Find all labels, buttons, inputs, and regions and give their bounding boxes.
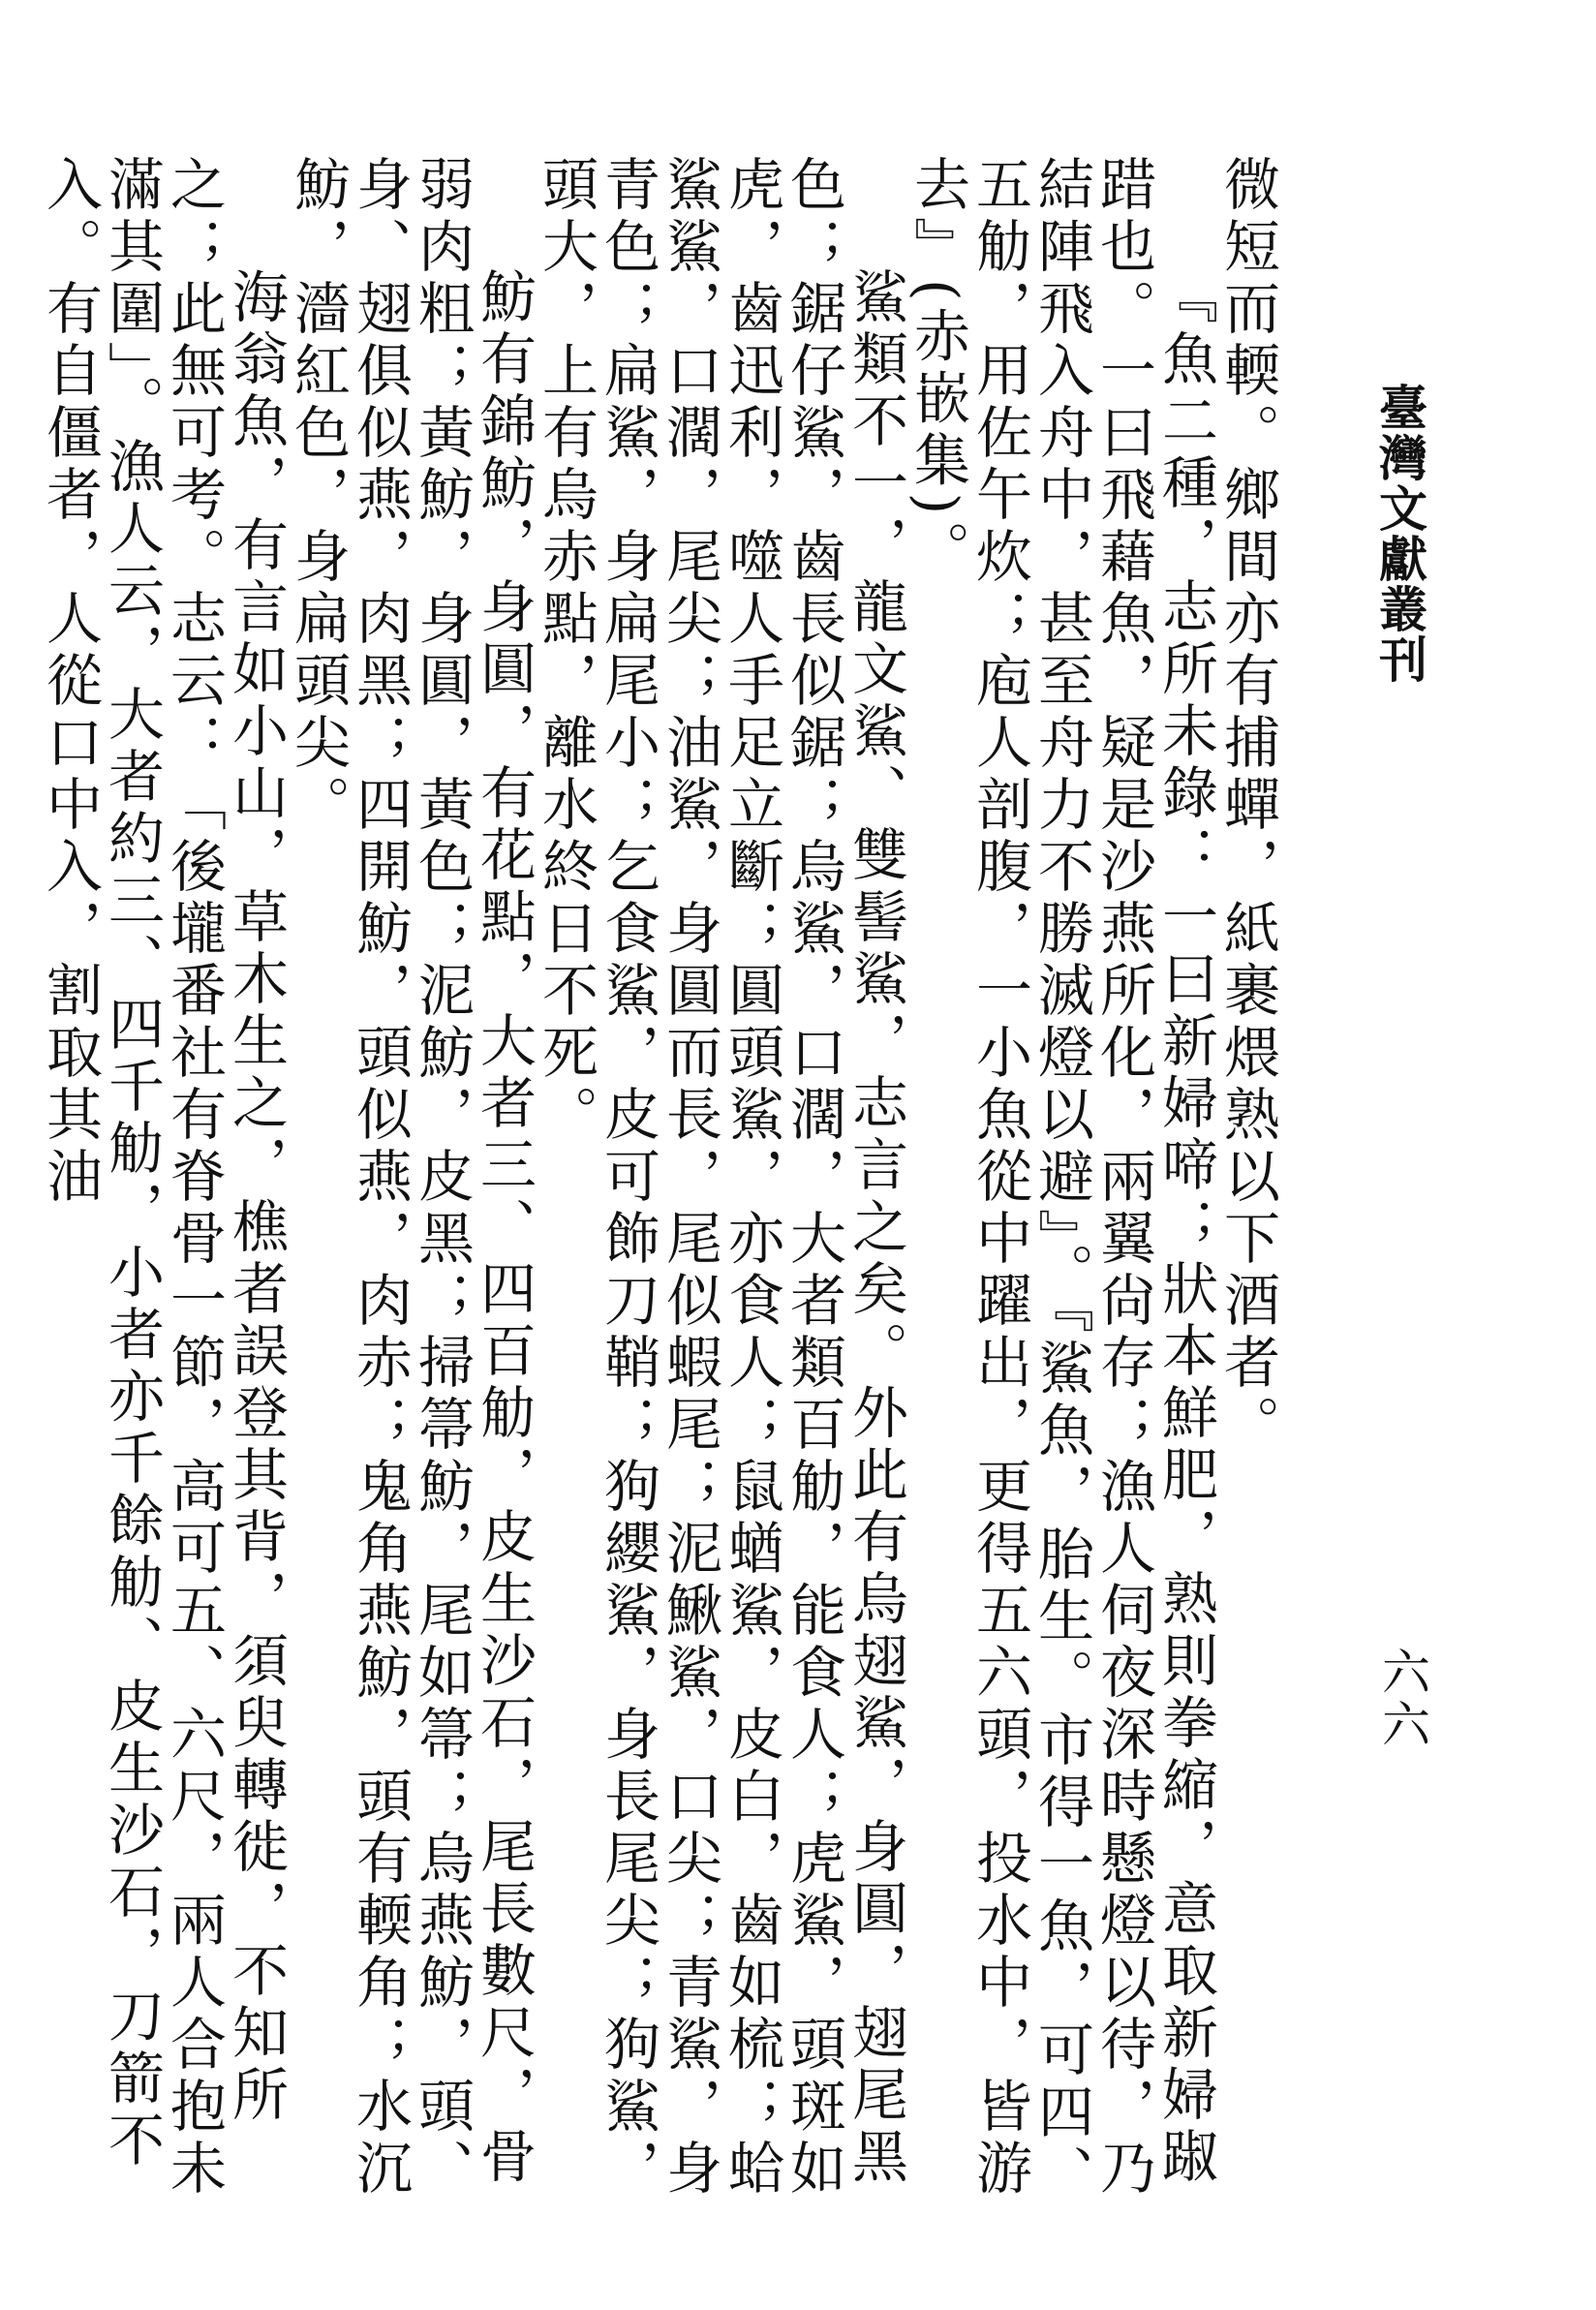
paragraph-rays: 魴有錦魴，身圓，有花點，大者三、四百觔，皮生沙石，尾長數尺，骨弱肉粗；黃魴，身圓，黃色；泥魴，皮黑；掃箒魴，尾如箒；烏燕魴，頭、身、翅俱似燕，肉黑；四開魴，頭似燕，肉赤；鬼角燕魴，頭有輭角；水沉魴，濇紅色，身扁頭尖。 bbox=[285, 155, 537, 2201]
paragraph-sharks: 鯊類不一，龍文鯊、雙髻鯊，志言之矣。外此有烏翅鯊，身圓，翅尾黑色；鋸仔鯊，齒長似鋸；烏鯊，口濶，大者類百觔，能食人；虎鯊，頭斑如虎，齒迅利，噬人手足立斷；圓頭鯊，亦食人；鼠蝤鯊，皮白，齒如梳；蛤鯊鯊，口濶，尾尖；油鯊，身圓而長，尾似蝦尾；泥鰍鯊，口尖；青鯊，身青色；扁鯊，身扁尾小；乞食鯊，皮可飾刀鞘；狗纓鯊，身長尾尖；狗鯊，頭大，上有烏赤點，離水終日不死。 bbox=[533, 155, 908, 2201]
paragraph-two-fish: 『魚二種，志所未錄：一曰新婦啼；狀本鮮肥，熟則拳縮，意取新婦踧踖也。一曰飛藉魚，疑是沙燕所化，兩翼尙存；漁人伺夜深時懸燈以待，乃結陣飛入舟中，甚至舟力不勝滅燈以避』。『鯊魚，胎生。市得一魚，可四、五觔，用佐午炊；庖人剖腹，一小魚從中躍出，更得五六頭，投水中，皆游去』(赤嵌集)。 bbox=[905, 155, 1218, 2206]
body-text bbox=[37, 155, 1280, 2237]
page-number: 六六 bbox=[1374, 1647, 1430, 1751]
paragraph-cicada: 微短而輭。鄉間亦有捕蟬，紙裹煨熟以下酒者。 bbox=[1214, 155, 1280, 1457]
paragraph-whale: 海翁魚，有言如小山，草木生之，樵者誤登其背，須臾轉徙，不知所之；此無可考。志云：「後壠番社有脊骨一節，高可五、六尺，兩人合抱未滿其圍」。漁人云，大者約三、四千觔，小者亦千餘觔、皮生沙石，刀箭不入。有自僵者，人從口中入，割取其油 bbox=[37, 155, 289, 2201]
running-head-title: 臺灣文獻叢刊 bbox=[1371, 383, 1428, 685]
